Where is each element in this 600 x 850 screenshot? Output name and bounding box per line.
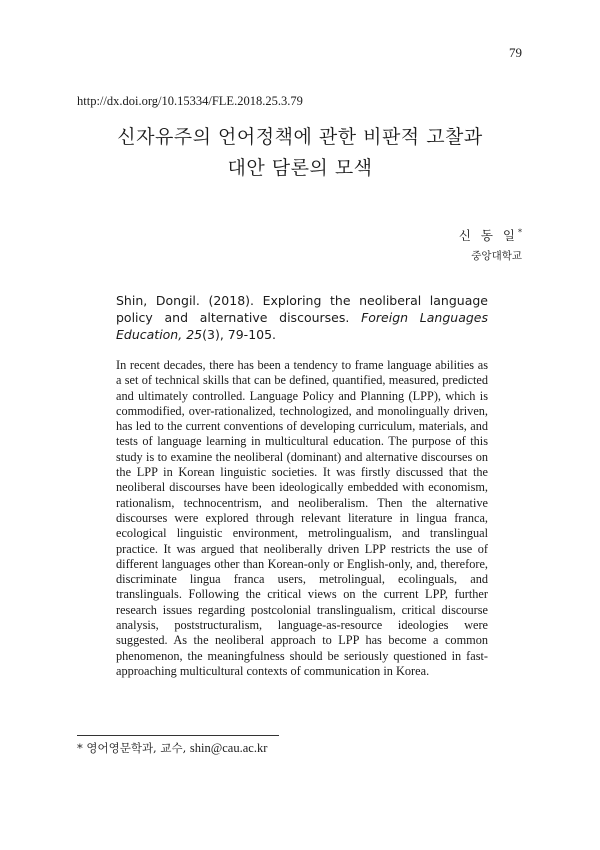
- doi-link[interactable]: http://dx.doi.org/10.15334/FLE.2018.25.3.79: [77, 94, 303, 108]
- page-number: 79: [509, 45, 522, 60]
- citation-pages: 79-105.: [227, 327, 277, 342]
- author-name-text: 신 동 일: [458, 228, 518, 243]
- title-line-2: 대안 담론의 모색: [227, 157, 373, 179]
- citation-lead: Shin, Dongil. (2018). Exploring the neoliberal language policy and alternative discourses.: [116, 293, 488, 325]
- author-footnote-mark: *: [518, 227, 522, 237]
- footnote: [77, 740, 267, 756]
- citation-issue: (3),: [202, 327, 224, 342]
- author-name: [459, 226, 522, 244]
- footnote-email[interactable]: shin@cau.ac.kr: [189, 741, 268, 755]
- citation: [116, 292, 488, 343]
- paper-title: [0, 122, 600, 184]
- author-affiliation: 중앙대학교: [471, 250, 522, 262]
- footnote-marker: *: [77, 741, 83, 755]
- abstract: In recent decades, there has been a tendency to frame language abilities as a set of technical skills that can be defined, quantified, measured, predicted and ultimately controlled. Language Policy and Planning (LPP), which is commodified, over-rationalized, technologized, and monolingually driven, has led to the current conventions of developing curriculum, materials, and tests of language learning in multicultural education. The purpose of this study is to examine the neoliberal (dominant) and alternative discourses on the LPP in Korean linguistic societies. It was firstly discussed that the neoliberal discourses have been ideologically embedded with economism, rationalism, technocentrism, and neoliberalism. Then the alternative discourses were explored through relevant literature in lingua franca, ecological linguistic environment, metrolingualism, and translingual practice. It was argued that neoliberally driven LPP restricts the use of different languages other than Korean-only or English-only, and, therefore, discriminate lingua franca users, metrolingual, ecolinguals, and translinguals. Following the critical views on the current LPP, further research issues regarding postcolonial translingualism, critical discourse analysis, poststructuralism, language-as-resource ideologies were suggested. As the neoliberal approach to LPP has become a common phenomenon, the meaningfulness should be seriously questioned in fast-approaching multicultural contexts of communication in Korea.: [116, 358, 488, 678]
- citation-volume: 25: [186, 327, 203, 342]
- citation-journal: Foreign Languages Education,: [116, 310, 488, 342]
- footnote-divider: [77, 735, 279, 736]
- title-line-1: 신자유주의 언어정책에 관한 비판적 고찰과: [117, 126, 483, 148]
- footnote-text: 영어영문학과, 교수,: [86, 741, 187, 755]
